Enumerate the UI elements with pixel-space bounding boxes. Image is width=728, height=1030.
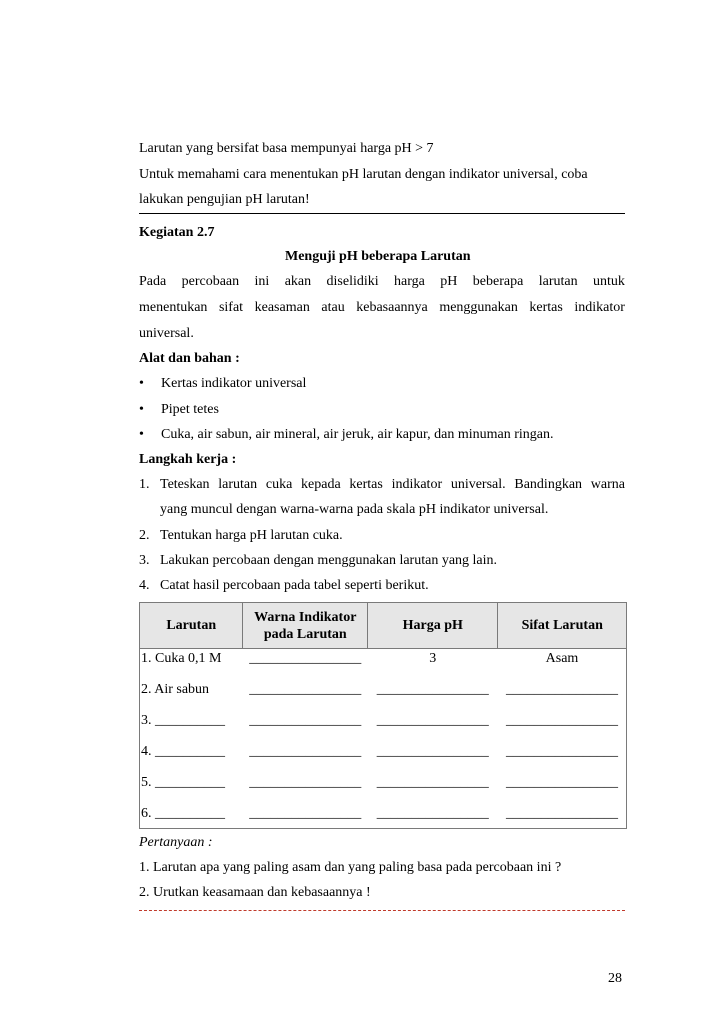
word: sifat xyxy=(218,300,244,315)
cell-warna: ________________ xyxy=(249,682,362,697)
table-row xyxy=(140,735,627,766)
cell-warna: ________________ xyxy=(249,806,362,821)
word: kertas xyxy=(529,300,563,315)
word: kebasaannya xyxy=(356,300,428,315)
word: Bandingkan xyxy=(514,477,583,492)
page-number: 28 xyxy=(608,971,622,986)
cell-larutan: 2. Air sabun xyxy=(141,682,210,697)
question-1: 1. Larutan apa yang paling asam dan yang paling basa pada percobaan ini ? xyxy=(139,860,562,875)
cell-warna: ________________ xyxy=(249,775,362,790)
intro-line-2: Untuk memahami cara menentukan pH larutan dengan indikator universal, coba xyxy=(139,167,588,182)
word: menggunakan xyxy=(439,300,518,315)
word: Teteskan xyxy=(160,477,210,492)
word: warna xyxy=(590,477,625,492)
table-row xyxy=(140,797,627,829)
cell-larutan: 4. __________ xyxy=(141,744,225,759)
description-line-3: universal. xyxy=(139,326,194,341)
cell-harga: ________________ xyxy=(376,744,489,759)
word: atau xyxy=(321,300,345,315)
word: percobaan xyxy=(181,274,240,289)
cell-harga: 3 xyxy=(429,651,437,666)
bullet-icon: • xyxy=(139,427,144,442)
materials-heading: Alat dan bahan : xyxy=(139,351,240,366)
word: universal. xyxy=(450,477,506,492)
word: ini xyxy=(254,274,270,289)
cell-harga: ________________ xyxy=(376,775,489,790)
word: diselidiki xyxy=(326,274,379,289)
cell-sifat: ________________ xyxy=(505,744,618,759)
procedure-heading: Langkah kerja : xyxy=(139,452,237,467)
table-row xyxy=(140,704,627,735)
dashed-divider xyxy=(139,910,625,911)
cell-sifat: ________________ xyxy=(505,775,618,790)
word: harga xyxy=(394,274,425,289)
intro-line-3: lakukan pengujian pH larutan! xyxy=(139,192,310,207)
cell-larutan: 5. __________ xyxy=(141,775,225,790)
word: menentukan xyxy=(139,300,208,315)
cell-sifat: ________________ xyxy=(505,806,618,821)
cell-harga: ________________ xyxy=(376,806,489,821)
word: indikator xyxy=(391,477,443,492)
intro-line-1: Larutan yang bersifat basa mempunyai harga pH > 7 xyxy=(139,141,434,156)
word: kertas xyxy=(349,477,383,492)
cell-larutan: 3. __________ xyxy=(141,713,225,728)
description-line-2 xyxy=(139,299,625,317)
word: kepada xyxy=(301,477,341,492)
word: cuka xyxy=(265,477,293,492)
cell-sifat: ________________ xyxy=(505,682,618,697)
section-divider xyxy=(139,213,625,214)
header-larutan: Larutan xyxy=(140,603,243,649)
table-row xyxy=(140,673,627,704)
bullet-icon: • xyxy=(139,376,144,391)
word: untuk xyxy=(592,274,625,289)
header-warna: Warna Indikator pada Larutan xyxy=(243,603,368,649)
word: pH xyxy=(440,274,458,289)
word: larutan xyxy=(538,274,578,289)
activity-title: Menguji pH beberapa Larutan xyxy=(285,249,471,264)
word: larutan xyxy=(218,477,258,492)
question-2: 2. Urutkan keasamaan dan kebasaannya ! xyxy=(139,885,371,900)
table-header-row xyxy=(140,603,627,649)
header-harga: Harga pH xyxy=(368,603,498,649)
word: indikator xyxy=(574,300,625,315)
header-sifat: Sifat Larutan xyxy=(498,603,627,649)
cell-sifat: Asam xyxy=(545,651,579,666)
cell-larutan: 1. Cuka 0,1 M xyxy=(141,651,222,666)
results-table xyxy=(139,602,627,829)
bullet-icon: • xyxy=(139,402,144,417)
cell-warna: ________________ xyxy=(249,744,362,759)
word: akan xyxy=(284,274,312,289)
word: keasaman xyxy=(254,300,310,315)
cell-harga: ________________ xyxy=(376,713,489,728)
questions-heading: Pertanyaan : xyxy=(139,835,213,850)
cell-sifat: ________________ xyxy=(505,713,618,728)
word: beberapa xyxy=(472,274,524,289)
cell-warna: ________________ xyxy=(249,651,362,666)
word: Pada xyxy=(139,274,167,289)
table-row xyxy=(140,766,627,797)
cell-harga: ________________ xyxy=(376,682,489,697)
activity-label: Kegiatan 2.7 xyxy=(139,225,215,240)
cell-warna: ________________ xyxy=(249,713,362,728)
cell-larutan: 6. __________ xyxy=(141,806,225,821)
description-line-1 xyxy=(139,273,625,291)
table-row xyxy=(140,649,627,674)
procedure-step-1-cont: yang muncul dengan warna-warna pada skala pH indikator universal. xyxy=(160,502,549,517)
